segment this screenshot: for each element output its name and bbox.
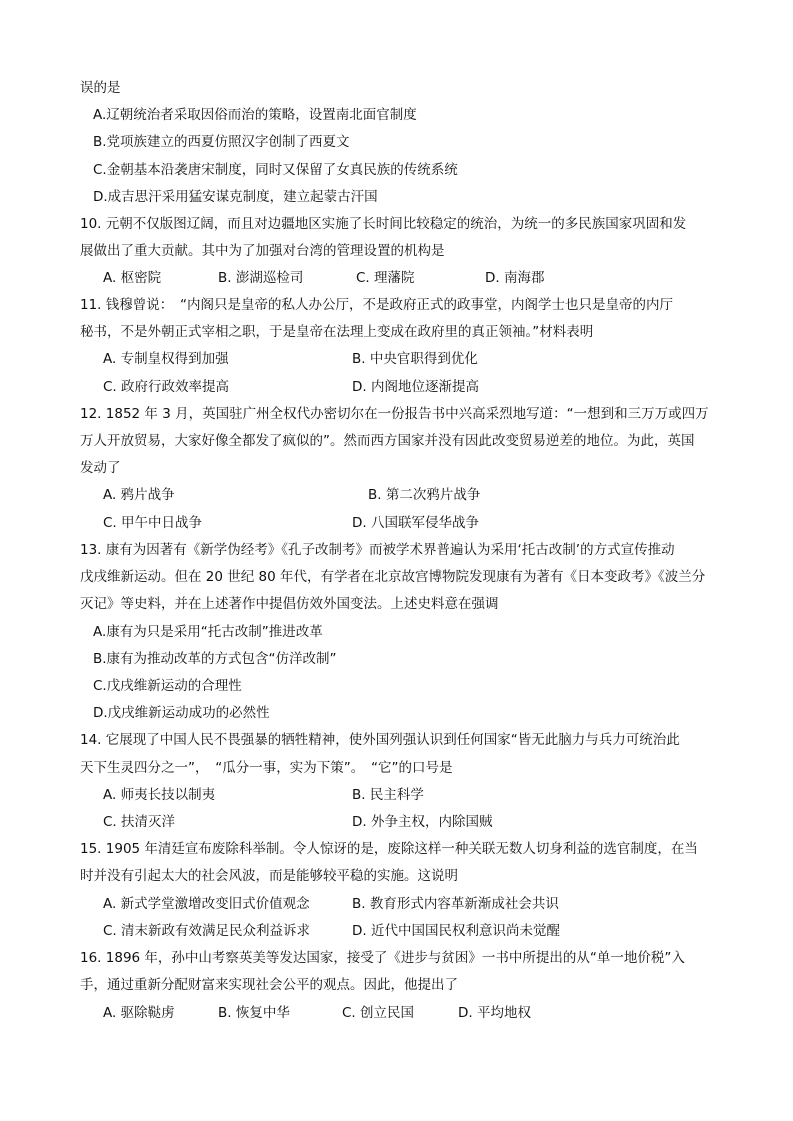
q15-option-c: C. 清末新政有效满足民众利益诉求	[103, 923, 311, 939]
q14-option-d: D. 外争主权，内除国贼	[352, 814, 493, 830]
q15-stem-line-1: 15. 1905 年清廷宣布废除科举制。令人惊讶的是，废除这样一种关联无数人切身利益的选官制度，在当	[80, 841, 698, 857]
q14-stem-line-1: 14. 它展现了中国人民不畏强暴的牺牲精神，使外国列强认识到任何国家“皆无此脑力与兵力可统治此	[80, 732, 680, 748]
q10-stem-line-1: 10. 元朝不仅版图辽阔，而且对边疆地区实施了长时间比较稳定的统治，为统一的多民族国家巩固和发	[80, 216, 687, 232]
q12-stem-line-3: 发动了	[80, 460, 121, 476]
q11-stem-line-2: 秘书，不是外朝正式宰相之职，于是皇帝在法理上变成在政府里的真正领袖。”材料表明	[80, 324, 594, 340]
q12-option-c: C. 甲午中日战争	[103, 515, 203, 531]
q12-stem-line-1: 12. 1852 年 3 月，英国驻广州全权代办密切尔在一份报告书中兴高采烈地写道：“一想到和三万万或四万	[80, 406, 709, 422]
q13-stem-line-3: 灭记》等史料，并在上述著作中提倡仿效外国变法。上述史料意在强调	[80, 596, 499, 612]
q10-option-b: B. 澎湖巡检司	[218, 270, 304, 286]
q16-stem-line-1: 16. 1896 年，孙中山考察英美等发达国家，接受了《进步与贫困》一书中所提出的从“单一地价税”入	[80, 950, 685, 966]
q12-option-a: A. 鸦片战争	[103, 487, 175, 503]
q14-option-a: A. 师夷长技以制夷	[103, 787, 216, 803]
q11-option-c: C. 政府行政效率提高	[103, 379, 230, 395]
q16-option-b: B. 恢复中华	[218, 1005, 290, 1021]
q10-option-d: D. 南海郡	[485, 270, 545, 286]
q9-option-d: D.成吉思汗采用猛安谋克制度，建立起蒙古汗国	[93, 189, 378, 205]
q10-option-a: A. 枢密院	[103, 270, 162, 286]
q15-stem-line-2: 时并没有引起太大的社会风波，而是能够较平稳的实施。这说明	[80, 868, 458, 884]
q13-option-b: B.康有为推动改革的方式包含“仿洋改制”	[93, 651, 337, 667]
q11-option-a: A. 专制皇权得到加强	[103, 351, 229, 367]
q14-stem-line-2: 天下生灵四分之一”， “瓜分一事，实为下策”。 “它”的口号是	[80, 760, 453, 776]
q9-option-a: A.辽朝统治者采取因俗而治的策略，设置南北面官制度	[93, 107, 417, 123]
q12-option-b: B. 第二次鸦片战争	[368, 487, 481, 503]
q13-stem-line-2: 戊戌维新运动。但在 20 世纪 80 年代，有学者在北京故宫博物院发现康有为著有《日本变政考》《波兰分	[80, 569, 706, 585]
q10-option-c: C. 理藩院	[356, 270, 415, 286]
q12-stem-line-2: 万人开放贸易，大家好像全都发了疯似的”。然而西方国家并没有因此改变贸易逆差的地位。为此，英国	[80, 433, 695, 449]
q11-option-d: D. 内阁地位逐渐提高	[352, 379, 479, 395]
q16-option-a: A. 驱除鞑虏	[103, 1005, 175, 1021]
q11-stem-line-1: 11. 钱穆曾说： “内阁只是皇帝的私人办公厅，不是政府正式的政事堂，内阁学士也只是皇帝的内厅	[80, 297, 674, 313]
q11-option-b: B. 中央官职得到优化	[352, 351, 478, 367]
q12-option-d: D. 八国联军侵华战争	[352, 515, 479, 531]
q9-option-b: B.党项族建立的西夏仿照汉字创制了西夏文	[93, 134, 350, 150]
q10-stem-line-2: 展做出了重大贡献。其中为了加强对台湾的管理设置的机构是	[80, 243, 445, 259]
q9-stem: 误的是	[80, 80, 121, 96]
q16-option-d: D. 平均地权	[458, 1005, 531, 1021]
q16-option-c: C. 创立民国	[342, 1005, 415, 1021]
q16-stem-line-2: 手，通过重新分配财富来实现社会公平的观点。因此，他提出了	[80, 977, 458, 993]
q13-option-d: D.戊戌维新运动成功的必然性	[93, 705, 270, 721]
q13-option-a: A.康有为只是采用“托古改制”推进改革	[93, 624, 323, 640]
q9-option-c: C.金朝基本沿袭唐宋制度，同时又保留了女真民族的传统系统	[93, 162, 458, 178]
q13-stem-line-1: 13. 康有为因著有《新学伪经考》《孔子改制考》而被学术界普遍认为采用‘托古改制’的方式宣传推动	[80, 542, 675, 558]
q15-option-d: D. 近代中国国民权利意识尚未觉醒	[352, 923, 560, 939]
q14-option-b: B. 民主科学	[352, 787, 424, 803]
q14-option-c: C. 扶清灭洋	[103, 814, 176, 830]
q13-option-c: C.戊戌维新运动的合理性	[93, 678, 242, 694]
q15-option-b: B. 教育形式内容革新渐成社会共识	[352, 896, 559, 912]
q15-option-a: A. 新式学堂激增改变旧式价值观念	[103, 896, 310, 912]
